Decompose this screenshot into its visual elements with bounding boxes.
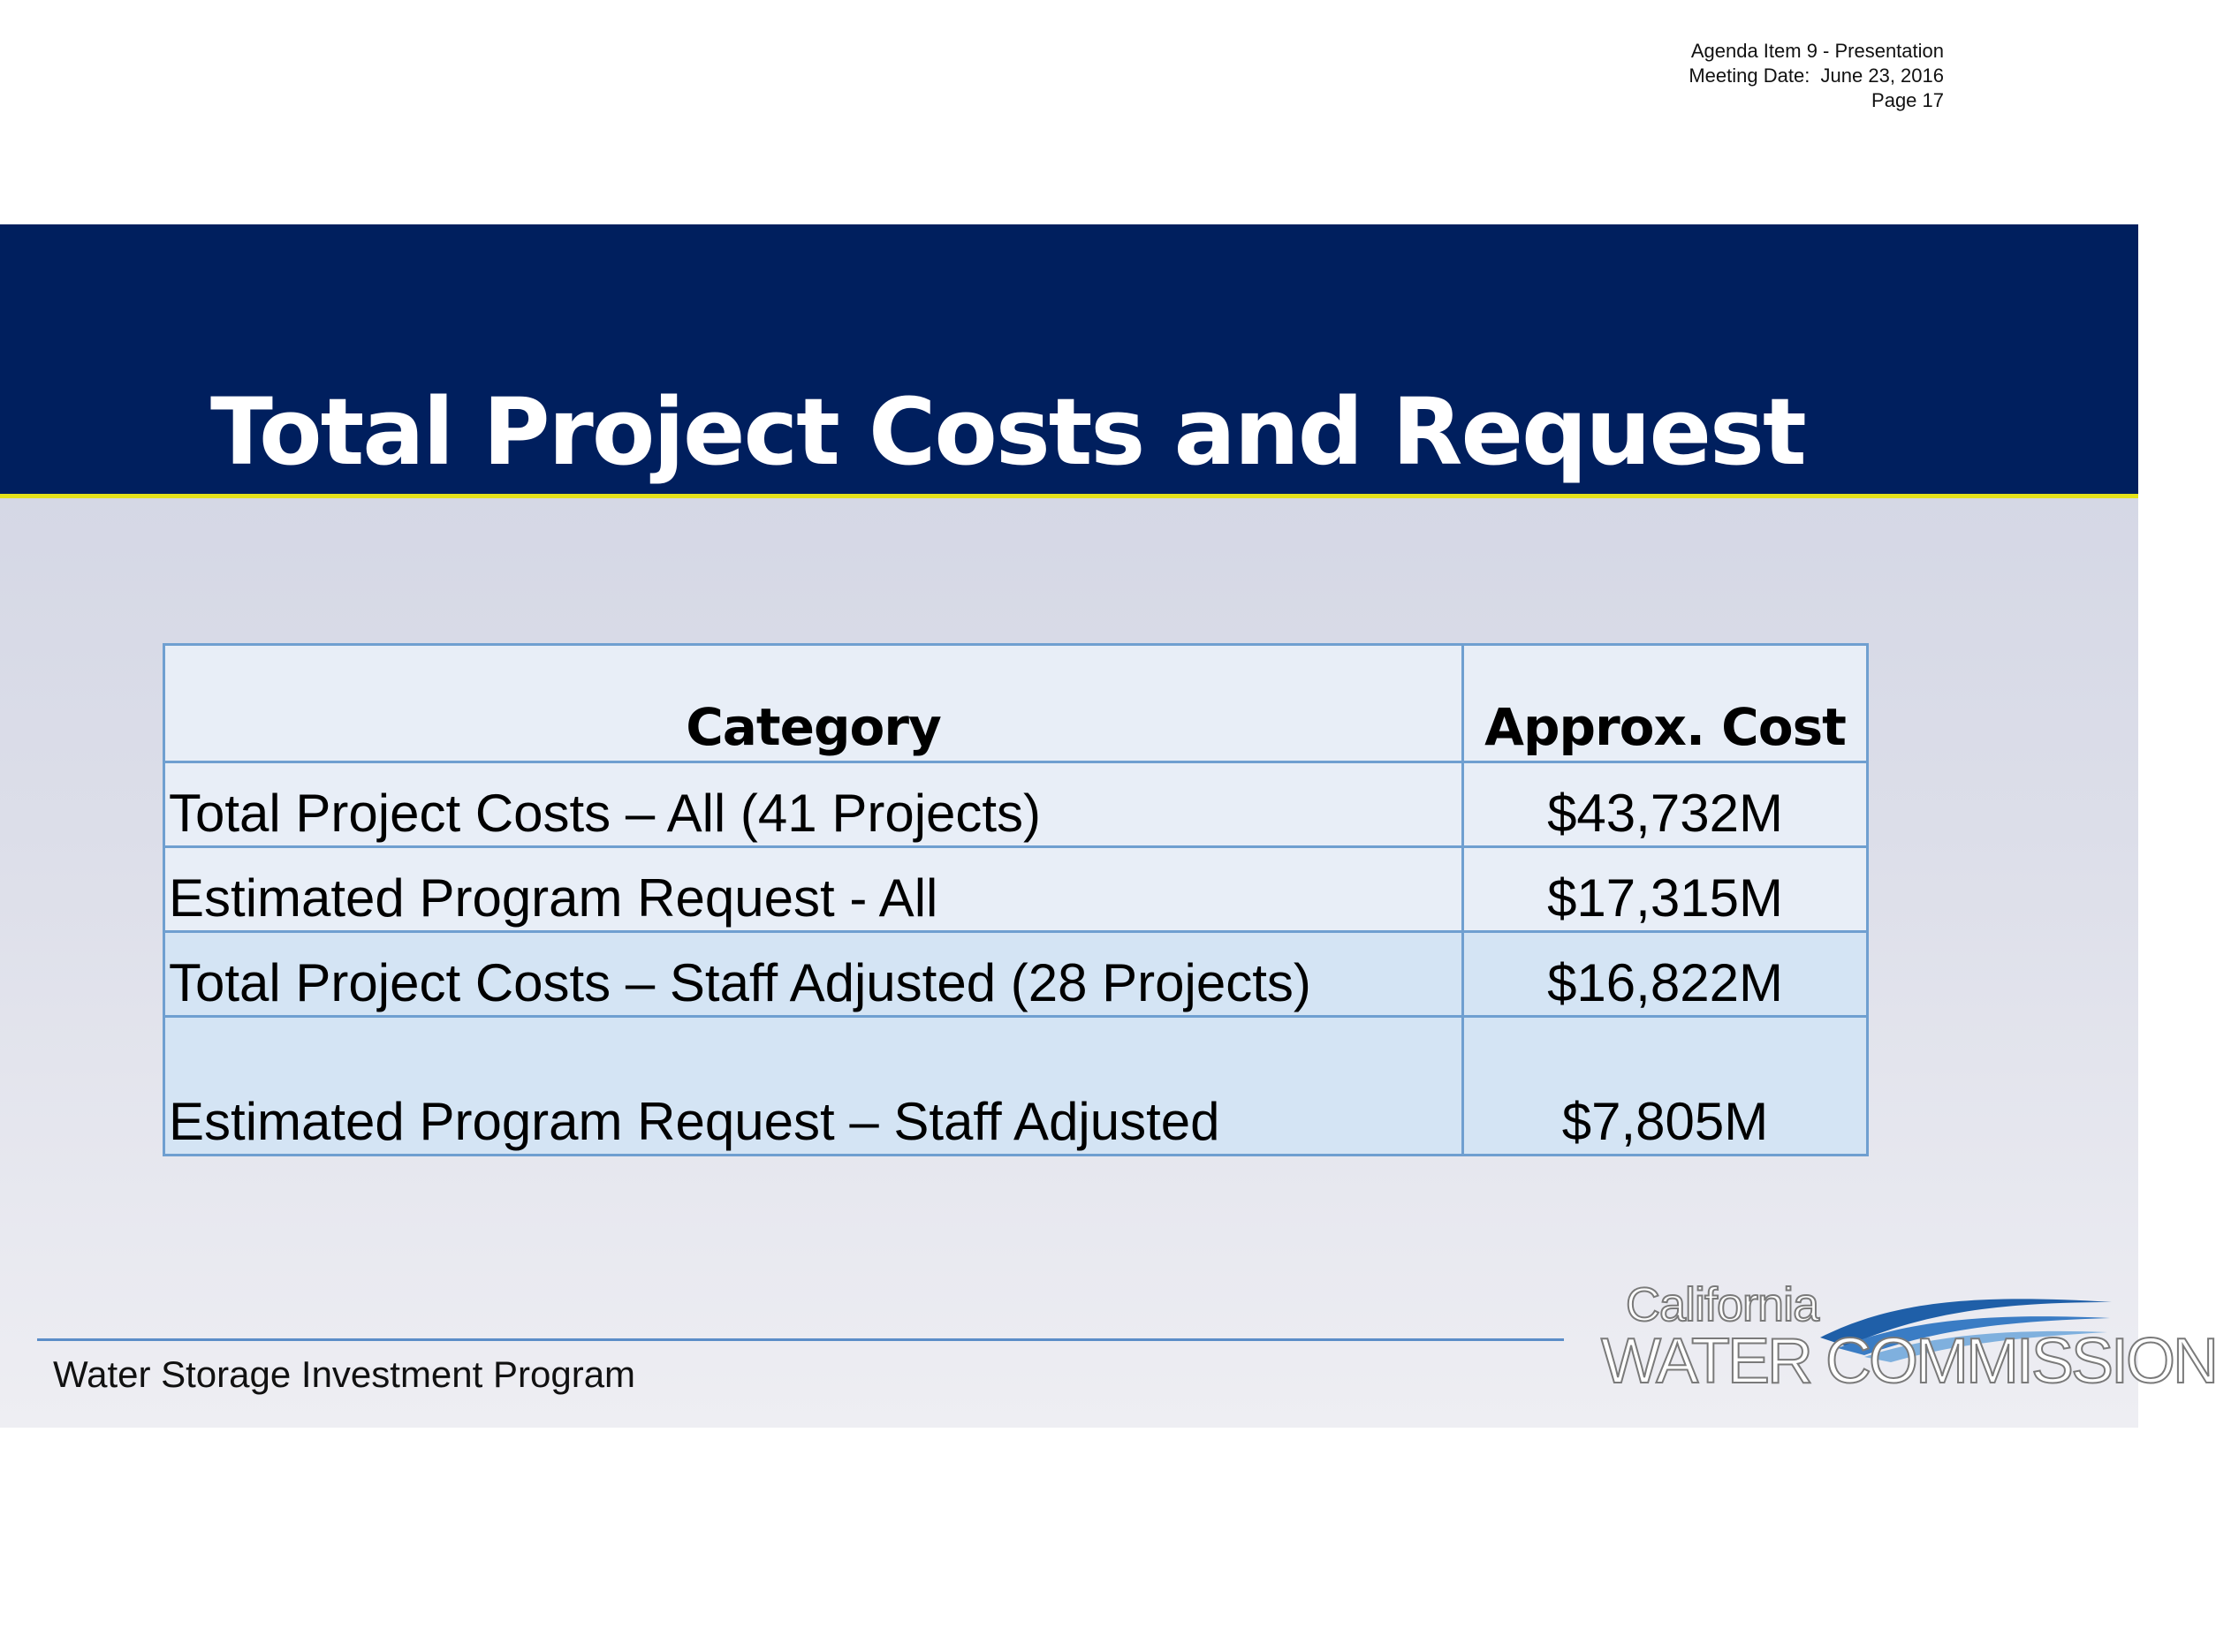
table-row [164, 932, 1868, 1017]
table-row [164, 847, 1868, 932]
row-cost: $43,732M [1463, 762, 1868, 847]
agenda-item-line: Agenda Item 9 - Presentation [1690, 40, 1944, 62]
header-approx-cost: Approx. Cost [1463, 645, 1868, 762]
header-category: Category [164, 645, 1463, 762]
row-category: Estimated Program Request - All [164, 847, 1463, 932]
row-category: Total Project Costs – Staff Adjusted (28 Projects) [164, 932, 1463, 1017]
logo-text-california: California [1626, 1278, 1819, 1331]
row-cost: $17,315M [1463, 847, 1868, 932]
row-cost: $7,805M [1463, 1017, 1868, 1156]
table-row [164, 762, 1868, 847]
cost-table [163, 643, 1869, 1156]
california-water-commission-logo [1590, 1276, 2216, 1408]
logo-text-water-commission: WATER COMMISSION [1601, 1326, 2216, 1397]
footer-program-name: Water Storage Investment Program [53, 1353, 636, 1395]
row-category: Estimated Program Request – Staff Adjusted [164, 1017, 1463, 1156]
agenda-header [1689, 39, 1944, 113]
meeting-date-line: Meeting Date: June 23, 2016 [1689, 64, 1944, 87]
table-row [164, 1017, 1868, 1156]
slide [0, 224, 2216, 1428]
footer-divider [37, 1338, 1564, 1341]
table-header-row [164, 645, 1868, 762]
page-number-line: Page 17 [1871, 89, 1944, 111]
row-category: Total Project Costs – All (41 Projects) [164, 762, 1463, 847]
row-cost: $16,822M [1463, 932, 1868, 1017]
slide-title: Total Project Costs and Request [210, 378, 1805, 486]
title-band [0, 224, 2138, 498]
